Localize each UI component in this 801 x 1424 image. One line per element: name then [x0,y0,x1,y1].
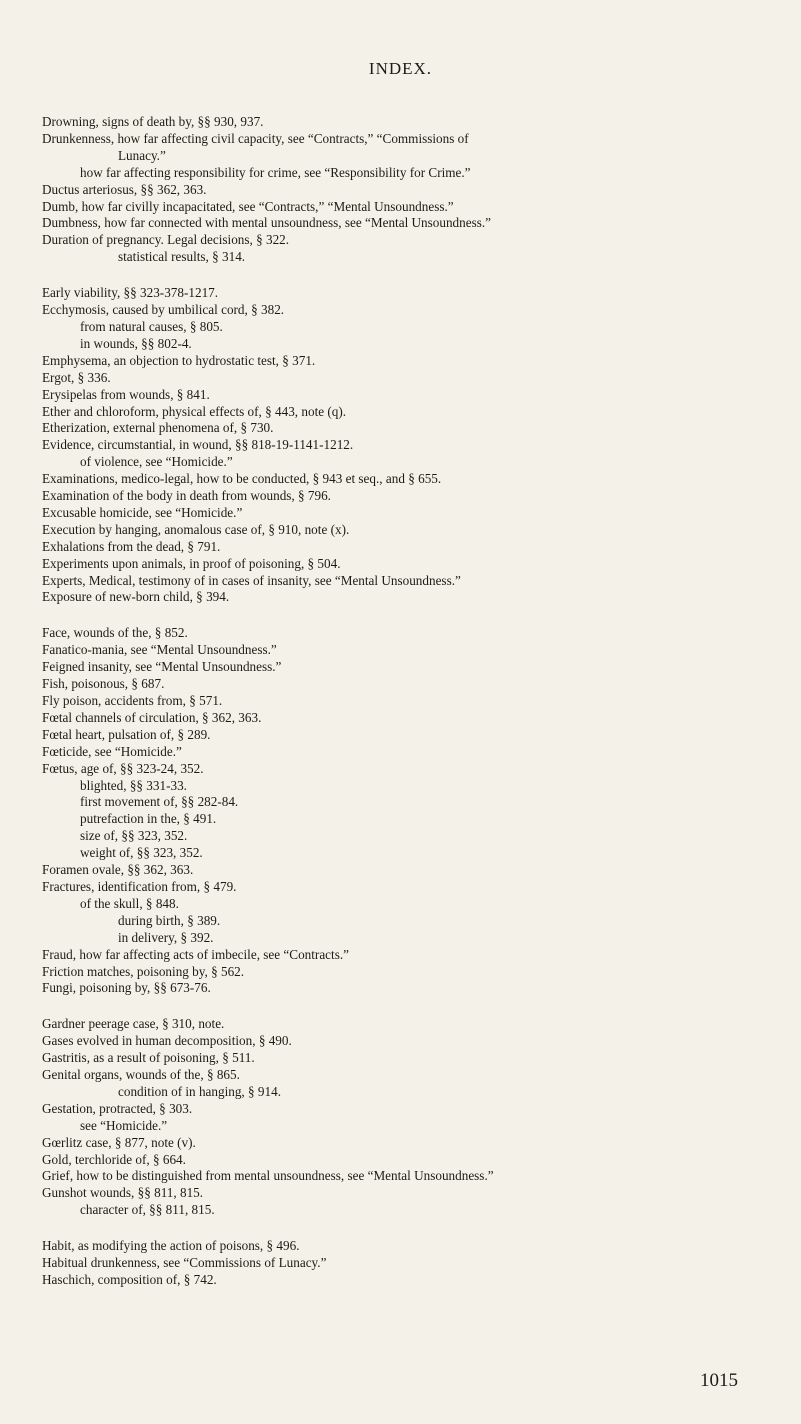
index-subentry: during birth, § 389. [118,912,221,928]
index-subentry: see “Homicide.” [80,1117,168,1133]
index-entry: Fœtal channels of circulation, § 362, 363. [42,709,262,725]
index-entry: Fish, poisonous, § 687. [42,676,165,692]
index-entry: Fœtus, age of, §§ 323-24, 352. [42,760,204,776]
index-subentry: size of, §§ 323, 352. [80,828,188,844]
index-entry: Ergot, § 336. [42,369,111,385]
index-entry: Exposure of new-born child, § 394. [42,589,230,605]
index-entry: Fractures, identification from, § 479. [42,878,237,894]
index-entry: Habit, as modifying the action of poisons, § 496. [42,1238,300,1254]
index-subentry: condition of in hanging, § 914. [118,1083,281,1099]
index-entry: Gestation, protracted, § 303. [42,1100,193,1116]
index-entry: Gunshot wounds, §§ 811, 815. [42,1185,204,1201]
index-entry: Gastritis, as a result of poisoning, § 511. [42,1050,255,1066]
index-entry: Gold, terchloride of, § 664. [42,1151,186,1167]
index-entry: Foramen ovale, §§ 362, 363. [42,862,194,878]
index-subentry: putrefaction in the, § 491. [80,811,217,827]
index-entry: Gases evolved in human decomposition, § 490. [42,1033,292,1049]
index-entry: Examination of the body in death from wounds, § 796. [42,488,331,504]
index-subentry: in wounds, §§ 802-4. [80,335,192,351]
page-number: 1015 [700,1370,738,1391]
index-entry: Fœtal heart, pulsation of, § 289. [42,726,211,742]
index-subentry: blighted, §§ 331-33. [80,777,187,793]
index-subentry: weight of, §§ 323, 352. [80,845,203,861]
index-entry: Fungi, poisoning by, §§ 673-76. [42,980,211,996]
index-letter-group [42,285,792,606]
index-subentry: first movement of, §§ 282-84. [80,794,239,810]
index-entry: Genital organs, wounds of the, § 865. [42,1067,240,1083]
index-subentry: from natural causes, § 805. [80,318,223,334]
index-entry: Habitual drunkenness, see “Commissions of Lunacy.” [42,1255,327,1271]
index-subentry: of the skull, § 848. [80,895,179,911]
index-entry: Erysipelas from wounds, § 841. [42,386,210,402]
index-entry: Drowning, signs of death by, §§ 930, 937. [42,114,264,129]
index-entry: Early viability, §§ 323-378-1217. [42,285,219,301]
index-entry: Evidence, circumstantial, in wound, §§ 818-19-1141-1212. [42,437,354,453]
index-entry: Feigned insanity, see “Mental Unsoundness.” [42,659,282,675]
index-subentry: character of, §§ 811, 815. [80,1202,215,1218]
index-entry: Excusable homicide, see “Homicide.” [42,504,243,520]
index-subentry: statistical results, § 314. [118,249,246,265]
index-entry: Drunkenness, how far affecting civil capacity, see “Contracts,” “Commissions of [42,130,469,146]
index-entry: Fraud, how far affecting acts of imbecile, see “Contracts.” [42,946,349,962]
index-entry: Ecchymosis, caused by umbilical cord, § 382. [42,302,285,318]
index-entry: Gardner peerage case, § 310, note. [42,1016,225,1032]
index-entry: Gœrlitz case, § 877, note (v). [42,1134,196,1150]
index-entry: Ductus arteriosus, §§ 362, 363. [42,181,207,197]
index-entry: Execution by hanging, anomalous case of, § 910, note (x). [42,521,350,537]
index-entry: Dumb, how far civilly incapacitated, see “Contracts,” “Mental Unsoundness.” [42,198,454,214]
index-subentry: of violence, see “Homicide.” [80,454,233,470]
index-entry: Dumbness, how far connected with mental unsoundness, see “Mental Unsoundness.” [42,215,492,231]
index-entry: Duration of pregnancy. Legal decisions, § 322. [42,232,290,248]
page-header: INDEX. [368,59,433,78]
index-entry: Fœticide, see “Homicide.” [42,743,182,759]
index-entry: Ether and chloroform, physical effects of, § 443, note (q). [42,403,347,419]
index-entry: Exhalations from the dead, § 791. [42,538,221,554]
index-entry: Fanatico-mania, see “Mental Unsoundness.” [42,642,277,658]
index-entry: Friction matches, poisoning by, § 562. [42,963,245,979]
index-entry: Grief, how to be distinguished from mental unsoundness, see “Mental Unsoundness.” [42,1168,494,1184]
index-entries [42,114,792,1308]
index-letter-group [42,1238,792,1289]
index-entry: Haschich, composition of, § 742. [42,1272,217,1287]
index-entry: Face, wounds of the, § 852. [42,625,188,641]
index-entry: Etherization, external phenomena of, § 730. [42,420,274,436]
index-subentry: Lunacy.” [118,147,166,163]
index-subentry: in delivery, § 392. [118,929,214,945]
index-entry: Experiments upon animals, in proof of poisoning, § 504. [42,555,341,571]
index-entry: Emphysema, an objection to hydrostatic test, § 371. [42,352,316,368]
index-entry: Examinations, medico-legal, how to be conducted, § 943 et seq., and § 655. [42,471,442,487]
index-letter-group [42,625,792,997]
index-entry: Experts, Medical, testimony of in cases of insanity, see “Mental Unsoundness.” [42,572,461,588]
index-letter-group [42,1016,792,1219]
index-subentry: how far affecting responsibility for crime, see “Responsibility for Crime.” [80,164,471,180]
index-letter-group [42,114,792,266]
index-entry: Fly poison, accidents from, § 571. [42,693,223,708]
